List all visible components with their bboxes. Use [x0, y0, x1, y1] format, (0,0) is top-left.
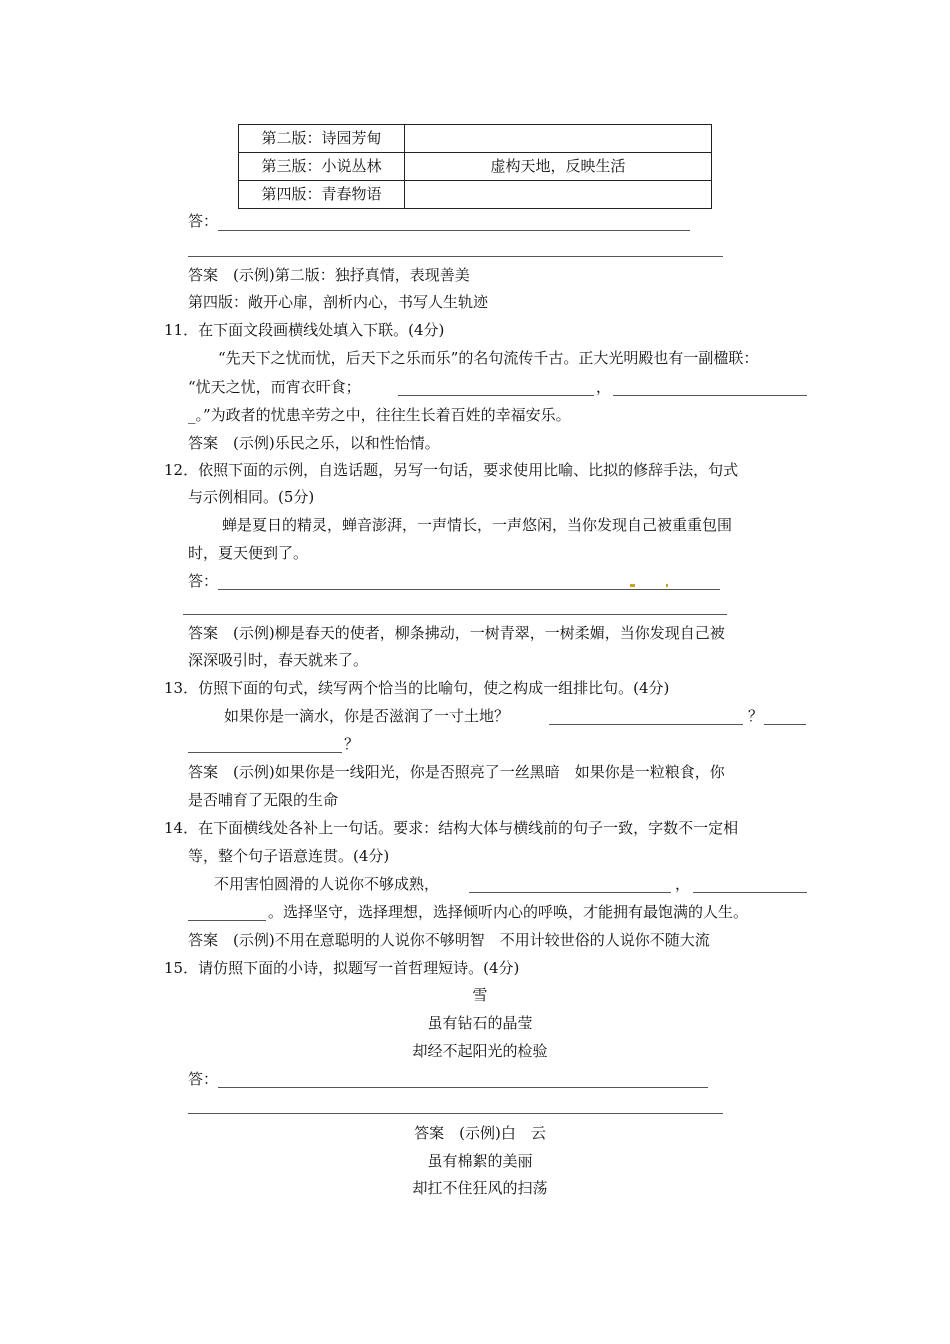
answer-line[interactable] — [183, 614, 727, 615]
question-stem: 15．请仿照下面的小诗，拟题写一首哲理短诗。(4分) — [164, 959, 520, 977]
answer-poem-line: 却扛不住狂风的扫荡 — [412, 1179, 548, 1197]
paragraph-text: 如果你是一滴水，你是否滋润了一寸土地？ — [224, 707, 510, 725]
table-label: 第二版：诗园芳甸 — [239, 125, 405, 153]
fill-blank[interactable] — [613, 395, 807, 396]
fill-blank[interactable] — [188, 920, 266, 921]
fill-blank[interactable] — [188, 752, 342, 753]
answer-text: 答案 (示例)如果你是一线阳光，你是否照亮了一丝黑暗 如果你是一粒粮食，你 — [188, 763, 725, 781]
answer-title: 答案 (示例)白 云 — [414, 1124, 546, 1142]
answer-text: 答案 (示例)柳是春天的使者，柳条拂动，一树青翠，一树柔媚，当你发现自己被 — [188, 624, 725, 642]
answer-text: 答案 (示例)不用在意聪明的人说你不够明智 不用计较世俗的人说你不随大流 — [188, 931, 710, 949]
question-stem: 12．依照下面的示例，自选话题，另写一句话，要求使用比喻、比拟的修辞手法，句式 — [164, 461, 739, 479]
poem-line: 虽有钻石的晶莹 — [427, 1014, 533, 1032]
paragraph-text: ？ — [748, 707, 764, 725]
answer-prefix: 答： — [188, 572, 219, 590]
fill-blank[interactable] — [693, 892, 807, 893]
answer-prefix: 答： — [188, 212, 219, 230]
answer-line[interactable] — [218, 589, 720, 590]
table-value — [405, 125, 712, 153]
paragraph-text: _。”为政者的忧患辛劳之中，往往生长着百姓的幸福安乐。 — [188, 406, 571, 424]
answer-line[interactable] — [188, 256, 723, 257]
answer-text: 是否哺育了无限的生命 — [188, 791, 339, 809]
table-row — [239, 181, 712, 209]
example-text: 时，夏天便到了。 — [188, 544, 309, 562]
paragraph-text: 。选择坚守，选择理想，选择倾听内心的呼唤，才能拥有最饱满的人生。 — [268, 903, 749, 921]
fill-blank[interactable] — [549, 724, 743, 725]
paragraph-text: ， — [596, 378, 612, 396]
paragraph-text: “先天下之忧而忧，后天下之乐而乐”的名句流传千古。正大光明殿也有一副楹联： — [218, 349, 759, 367]
stray-mark — [666, 584, 668, 587]
example-text: 蝉是夏日的精灵，蝉音澎湃，一声情长，一声悠闲，当你发现自己被重重包围 — [222, 516, 733, 534]
paragraph-text: ？ — [344, 735, 360, 753]
answer-line[interactable] — [218, 1087, 708, 1088]
answer-line[interactable] — [188, 1113, 723, 1114]
answer-text: 第四版：敞开心扉，剖析内心，书写人生轨迹 — [188, 293, 489, 311]
table-value: 虚构天地，反映生活 — [405, 153, 712, 181]
table-label: 第三版：小说丛林 — [239, 153, 405, 181]
table-value — [405, 181, 712, 209]
paragraph-text: “忧天之忧，而宵衣旰食； — [188, 378, 361, 396]
question-stem: 14．在下面横线处各补上一句话。要求：结构大体与横线前的句子一致，字数不一定相 — [164, 819, 739, 837]
question-stem: 与示例相同。(5分) — [188, 488, 315, 506]
question-stem: 11．在下面文段画横线处填入下联。(4分) — [164, 321, 445, 339]
answer-prefix: 答： — [188, 1070, 219, 1088]
answer-text: 深深吸引时，春天就来了。 — [188, 651, 369, 669]
poem-line: 却经不起阳光的检验 — [412, 1042, 548, 1060]
table-row — [239, 125, 712, 153]
fill-blank[interactable] — [398, 395, 594, 396]
question-stem: 等，整个句子语意连贯。(4分) — [188, 847, 390, 865]
poem-title: 雪 — [472, 986, 488, 1004]
fill-blank[interactable] — [764, 724, 806, 725]
table-row — [239, 153, 712, 181]
answer-line[interactable] — [218, 230, 690, 231]
answer-text: 答案 (示例)第二版：独抒真情，表现善美 — [188, 266, 470, 284]
stray-mark — [630, 584, 635, 587]
paragraph-text: ， — [675, 875, 691, 893]
question-stem: 13．仿照下面的句式，续写两个恰当的比喻句，使之构成一组排比句。(4分) — [164, 679, 670, 697]
fill-blank[interactable] — [469, 892, 671, 893]
answer-poem-line: 虽有棉絮的美丽 — [427, 1152, 533, 1170]
paragraph-text: 不用害怕圆滑的人说你不够成熟， — [214, 875, 440, 893]
answer-text: 答案 (示例)乐民之乐，以和性怡情。 — [188, 434, 440, 452]
table-label: 第四版：青春物语 — [239, 181, 405, 209]
edition-table — [238, 124, 712, 209]
